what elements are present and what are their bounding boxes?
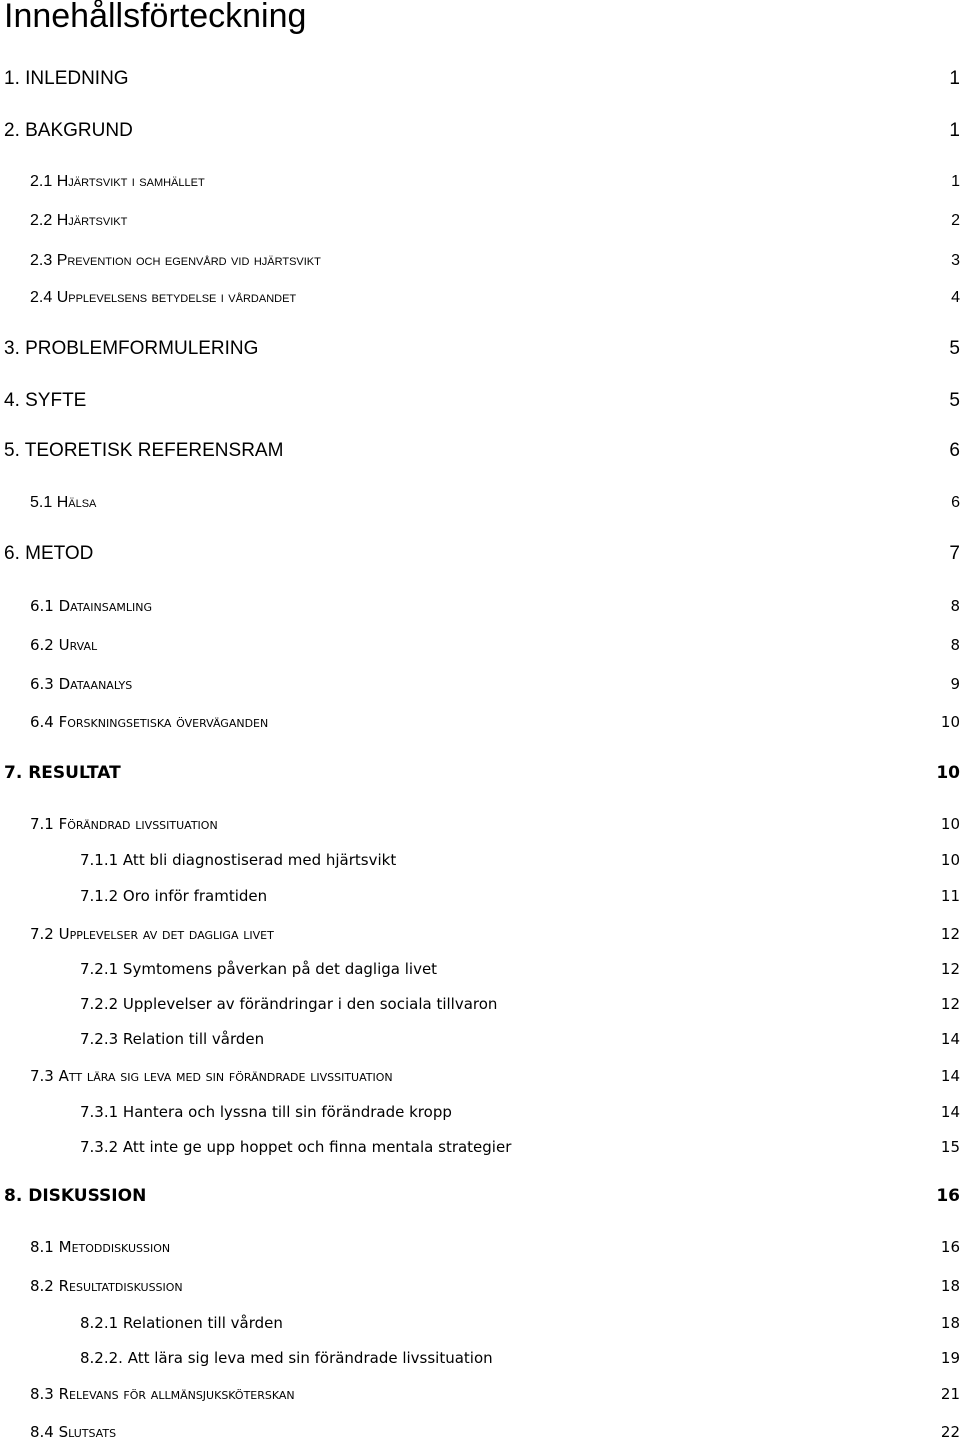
- toc-entry-label: 7.1.1 Att bli diagnostiserad med hjärtsvikt: [80, 851, 397, 869]
- toc-page-number: 18: [940, 1314, 960, 1332]
- toc-entry-6-4[interactable]: [30, 708, 960, 736]
- toc-entry-label: 8.3 Relevans för allmänsjuksköterskan: [30, 1385, 295, 1403]
- toc-entry-label: 7.3.2 Att inte ge upp hoppet och finna mentala strategier: [80, 1138, 512, 1156]
- toc-page-number: 12: [940, 995, 960, 1013]
- toc-entry-8-3[interactable]: [30, 1380, 960, 1408]
- toc-page-number: 11: [940, 887, 960, 905]
- toc-page-number: 7: [949, 543, 960, 564]
- toc-page-number: 10: [936, 763, 960, 783]
- toc-entry-label: 2.4 Upplevelsens betydelse i vårdandet: [30, 289, 297, 306]
- toc-page-number: 18: [940, 1277, 960, 1295]
- toc-entry-syfte[interactable]: [4, 387, 960, 415]
- toc-page-number: 1: [949, 68, 960, 89]
- toc-entry-2-4[interactable]: [30, 284, 960, 312]
- toc-page-number: 5: [949, 390, 960, 411]
- toc-page-number: 4: [951, 289, 960, 306]
- toc-page-number: 1: [951, 173, 960, 190]
- toc-entry-label: 7.2.3 Relation till vården: [80, 1030, 265, 1048]
- page-title: Innehållsförteckning: [4, 0, 307, 35]
- toc-entry-label: 7.3 Att lära sig leva med sin förändrade livssituation: [30, 1067, 393, 1085]
- toc-page-number: 12: [940, 925, 960, 943]
- toc-entry-7-1[interactable]: [30, 810, 960, 838]
- toc-entry-2-3[interactable]: [30, 247, 960, 275]
- toc-page-number: 9: [950, 675, 960, 693]
- toc-entry-metod[interactable]: [4, 540, 960, 568]
- toc-entry-7-2-3[interactable]: [80, 1025, 960, 1053]
- toc-entry-label: 2.3 Prevention och egenvård vid hjärtsvikt: [30, 252, 321, 269]
- toc-entry-label: 5.1 Hälsa: [30, 494, 97, 511]
- toc-page-number: 2: [951, 212, 960, 229]
- toc-entry-2-2[interactable]: [30, 207, 960, 235]
- toc-entry-label: 2.2 Hjärtsvikt: [30, 212, 128, 229]
- toc-entry-label: 6. METOD: [4, 543, 94, 564]
- toc-page-number: 10: [940, 851, 960, 869]
- toc-entry-label: 8.2 Resultatdiskussion: [30, 1277, 183, 1295]
- toc-page-number: 6: [949, 440, 960, 461]
- toc-entry-6-2[interactable]: [30, 631, 960, 659]
- toc-page-number: 19: [940, 1349, 960, 1367]
- toc-entry-bakgrund[interactable]: [4, 117, 960, 145]
- toc-entry-7-3[interactable]: [30, 1062, 960, 1090]
- toc-entry-label: 6.2 Urval: [30, 636, 98, 654]
- toc-entry-7-3-2[interactable]: [80, 1133, 960, 1161]
- toc-page-number: 16: [940, 1238, 960, 1256]
- toc-entry-label: 7.1.2 Oro inför framtiden: [80, 887, 268, 905]
- toc-entry-8-1[interactable]: [30, 1233, 960, 1261]
- toc-entry-inledning[interactable]: [4, 65, 960, 93]
- toc-page-number: 1: [949, 120, 960, 141]
- toc-page-number: 21: [940, 1385, 960, 1403]
- toc-entry-8-2-2[interactable]: [80, 1344, 960, 1372]
- toc-entry-label: 7.2 Upplevelser av det dagliga livet: [30, 925, 274, 943]
- toc-entry-6-1[interactable]: [30, 592, 960, 620]
- toc-entry-7-2-1[interactable]: [80, 955, 960, 983]
- toc-entry-5-1[interactable]: [30, 489, 960, 517]
- toc-entry-2-1[interactable]: [30, 168, 960, 196]
- toc-entry-label: 3. PROBLEMFORMULERING: [4, 338, 259, 359]
- toc-entry-label: 7.3.1 Hantera och lyssna till sin förändrade kropp: [80, 1103, 452, 1121]
- toc-page-number: 5: [949, 338, 960, 359]
- toc-entry-label: 8.2.1 Relationen till vården: [80, 1314, 283, 1332]
- toc-entry-7-1-1[interactable]: [80, 846, 960, 874]
- toc-page-number: 3: [951, 252, 960, 269]
- toc-entry-label: 4. SYFTE: [4, 390, 87, 411]
- toc-entry-resultat[interactable]: [4, 759, 960, 787]
- toc-page-number: 15: [940, 1138, 960, 1156]
- toc-entry-label: 5. TEORETISK REFERENSRAM: [4, 440, 284, 461]
- toc-entry-label: 6.4 Forskningsetiska överväganden: [30, 713, 269, 731]
- toc-entry-label: 6.1 Datainsamling: [30, 597, 153, 615]
- toc-page-number: 14: [940, 1030, 960, 1048]
- toc-entry-8-2[interactable]: [30, 1272, 960, 1300]
- toc-page-number: 8: [950, 636, 960, 654]
- toc-page-number: 22: [940, 1423, 960, 1441]
- toc-entry-teoretisk-referensram[interactable]: [4, 437, 960, 465]
- toc-page-number: 16: [936, 1186, 960, 1206]
- toc-entry-7-2-2[interactable]: [80, 990, 960, 1018]
- toc-entry-6-3[interactable]: [30, 670, 960, 698]
- toc-entry-7-3-1[interactable]: [80, 1098, 960, 1126]
- toc-entry-label: 1. INLEDNING: [4, 68, 129, 89]
- toc-entry-7-2[interactable]: [30, 920, 960, 948]
- toc-entry-label: 2. BAKGRUND: [4, 120, 133, 141]
- toc-entry-label: 8.1 Metoddiskussion: [30, 1238, 171, 1256]
- toc-entry-label: 2.1 Hjärtsvikt i samhället: [30, 173, 205, 190]
- toc-page-number: 12: [940, 960, 960, 978]
- toc-entry-label: 6.3 Dataanalys: [30, 675, 133, 693]
- toc-page-number: 14: [940, 1067, 960, 1085]
- toc-entry-label: 7. RESULTAT: [4, 763, 121, 783]
- toc-entry-8-2-1[interactable]: [80, 1309, 960, 1337]
- toc-page-number: 8: [950, 597, 960, 615]
- toc-entry-problemformulering[interactable]: [4, 335, 960, 363]
- toc-entry-label: 7.2.2 Upplevelser av förändringar i den sociala tillvaron: [80, 995, 498, 1013]
- toc-entry-label: 8.2.2. Att lära sig leva med sin förändrade livssituation: [80, 1349, 493, 1367]
- toc-entry-label: 7.1 Förändrad livssituation: [30, 815, 218, 833]
- toc-page-number: 10: [940, 815, 960, 833]
- toc-page-number: 14: [940, 1103, 960, 1121]
- toc-page-number: 6: [951, 494, 960, 511]
- toc-entry-label: 7.2.1 Symtomens påverkan på det dagliga livet: [80, 960, 438, 978]
- toc-entry-label: 8. DISKUSSION: [4, 1186, 147, 1206]
- toc-page-number: 10: [940, 713, 960, 731]
- toc-entry-7-1-2[interactable]: [80, 882, 960, 910]
- toc-entry-label: 8.4 Slutsats: [30, 1423, 117, 1441]
- toc-entry-diskussion[interactable]: [4, 1182, 960, 1210]
